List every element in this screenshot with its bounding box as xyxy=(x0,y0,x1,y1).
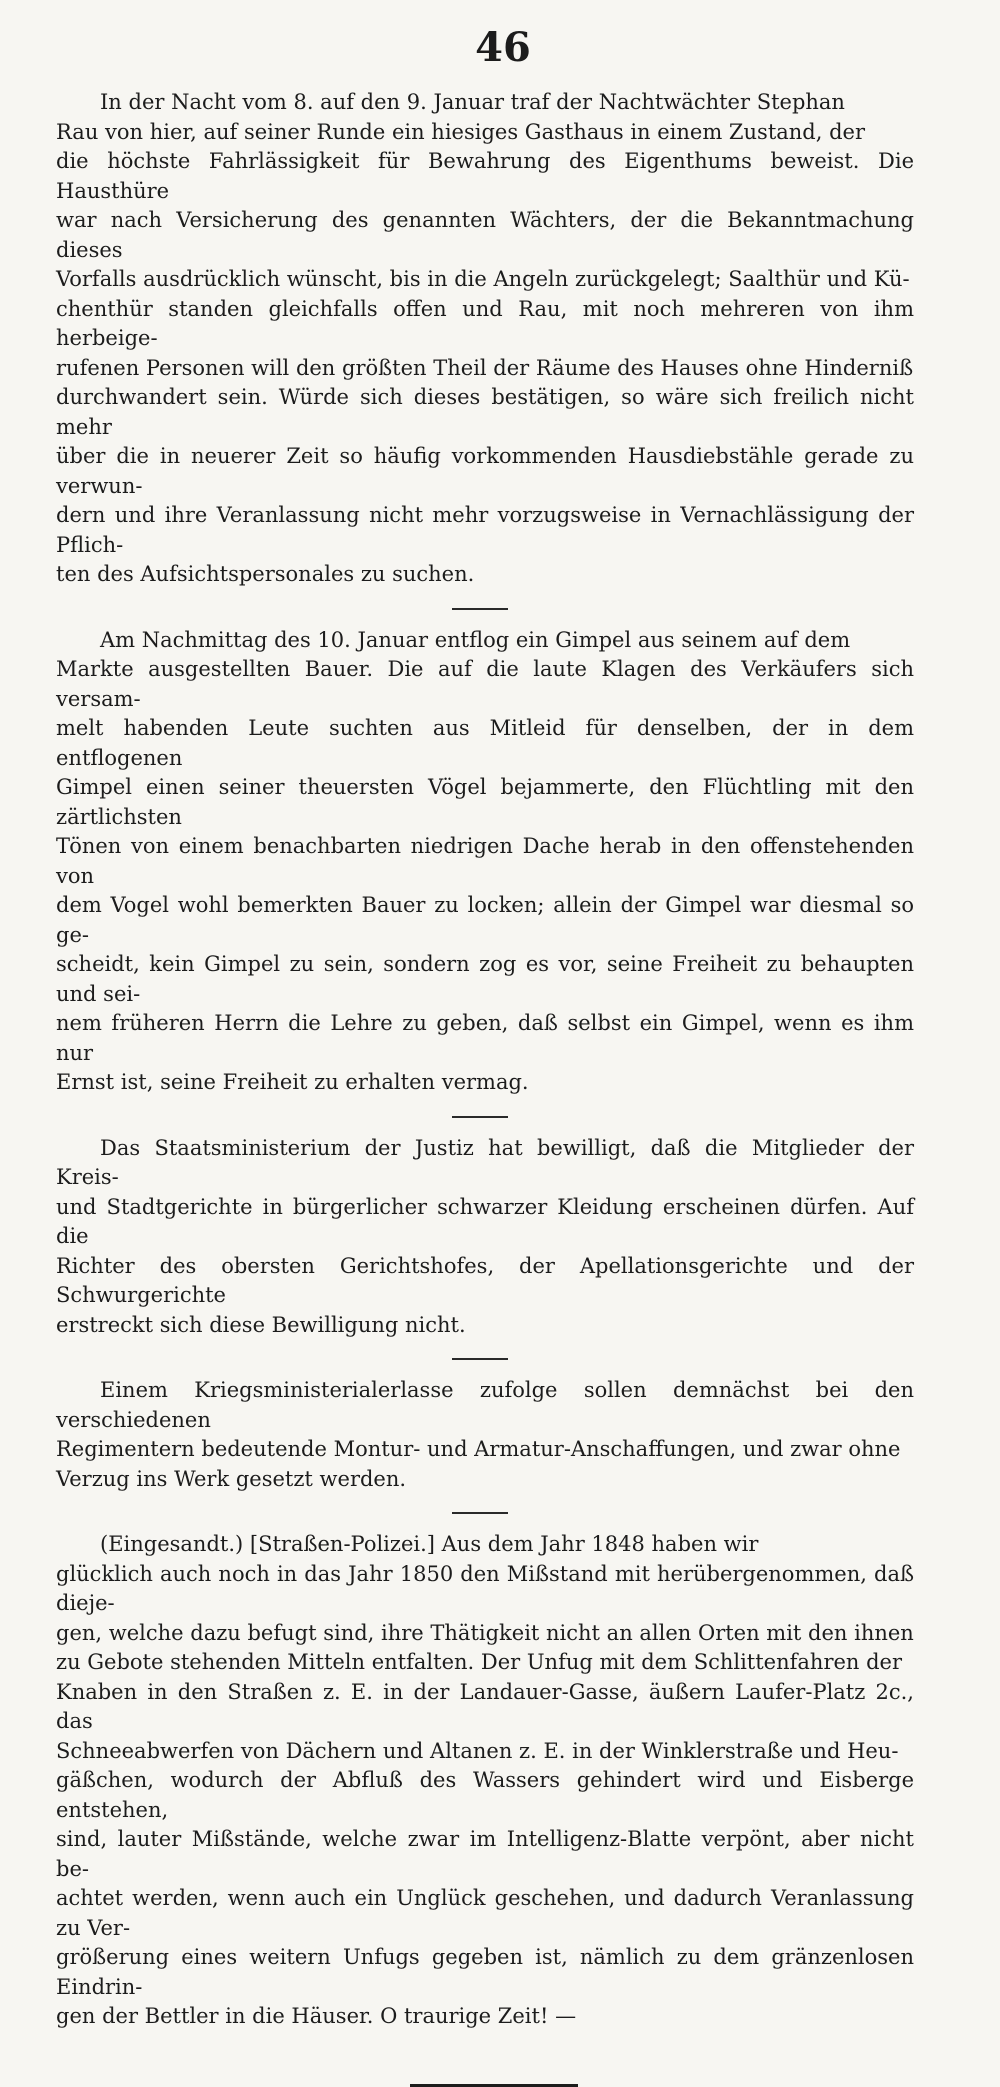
text-line: Schneeabwerfen von Dächern und Altanen z. E. in der Winklerstraße und Heu- xyxy=(56,1738,899,1763)
text-line: Am Nachmittag des 10. Januar entflog ein Gimpel aus seinem auf dem xyxy=(100,627,851,652)
text-line: war nach Versicherung des genannten Wächters, der die Bekanntmachung dieses xyxy=(56,208,914,262)
text-line: (Eingesandt.) [Straßen-Polizei.] Aus dem Jahr 1848 haben wir xyxy=(100,1532,759,1556)
text-line: Tönen von einem benachbarten niedrigen Dache herab in den offenstehenden von xyxy=(56,834,914,888)
section-divider xyxy=(452,1116,508,1118)
text-line: ten des Aufsichtspersonales zu suchen. xyxy=(56,562,475,586)
article-street-police xyxy=(56,1530,914,2032)
text-line: Gimpel einen seiner theuersten Vögel bejammerte, den Flüchtling mit den zärtlichsten xyxy=(56,775,914,829)
text-line: Einem Kriegsministerialerlasse zufolge sollen demnächst bei den verschiedenen xyxy=(56,1378,914,1432)
text-line: Regimentern bedeutende Montur- und Armatur-Anschaffungen, und zwar ohne xyxy=(56,1437,901,1461)
article-war-ministry xyxy=(56,1376,914,1494)
page-number: 46 xyxy=(475,24,531,71)
text-line: Ernst ist, seine Freiheit zu erhalten vermag. xyxy=(56,1070,529,1094)
text-line: dem Vogel wohl bemerkten Bauer zu locken; allein der Gimpel war diesmal so ge- xyxy=(56,893,914,947)
text-line: Knaben in den Straßen z. E. in der Landauer-Gasse, äußern Laufer-Platz 2c., das xyxy=(56,1679,914,1733)
text-line: die höchste Fahrlässigkeit für Bewahrung des Eigenthums beweist. Die Hausthüre xyxy=(56,149,914,203)
text-line: Verzug ins Werk gesetzt werden. xyxy=(56,1466,407,1491)
text-line: über die in neuerer Zeit so häufig vorkommenden Hausdiebstähle gerade zu verwun- xyxy=(56,444,914,498)
section-divider xyxy=(452,608,508,610)
text-line: durchwandert sein. Würde sich dieses bestätigen, so wäre sich freilich nicht mehr xyxy=(56,385,914,439)
section-divider xyxy=(452,1358,508,1360)
text-line: nem früheren Herrn die Lehre zu geben, daß selbst ein Gimpel, wenn es ihm nur xyxy=(56,1011,914,1065)
text-line: dern und ihre Veranlassung nicht mehr vorzugsweise in Vernachlässigung der Pflich- xyxy=(56,503,914,557)
article-night-watchman xyxy=(56,88,914,590)
text-line: zu Gebote stehenden Mitteln entfalten. Der Unfug mit dem Schlittenfahren der xyxy=(56,1650,903,1674)
text-line: In der Nacht vom 8. auf den 9. Januar traf der Nachtwächter Stephan xyxy=(100,90,845,114)
end-rule xyxy=(410,2084,578,2087)
article-justice-ministry xyxy=(56,1134,914,1341)
text-line: chenthür standen gleichfalls offen und Rau, mit noch mehreren von ihm herbeige- xyxy=(56,296,914,350)
text-line: Markte ausgestellten Bauer. Die auf die laute Klagen des Verkäufers sich versam- xyxy=(56,657,914,711)
section-divider xyxy=(452,1512,508,1514)
text-line: sind, lauter Mißstände, welche zwar im Intelligenz-Blatte verpönt, aber nicht be- xyxy=(56,1827,914,1881)
text-line: und Stadtgerichte in bürgerlicher schwarzer Kleidung erscheinen dürfen. Auf die xyxy=(56,1194,914,1248)
text-line: achtet werden, wenn auch ein Unglück geschehen, und dadurch Veranlassung zu Ver- xyxy=(56,1886,914,1940)
text-line: erstreckt sich diese Bewilligung nicht. xyxy=(56,1312,466,1337)
article-bullfinch xyxy=(56,626,914,1098)
text-line: Rau von hier, auf seiner Runde ein hiesiges Gasthaus in einem Zustand, der xyxy=(56,119,866,144)
text-line: rufenen Personen will den größten Theil der Räume des Hauses ohne Hinderniß xyxy=(56,355,914,380)
text-line: scheidt, kein Gimpel zu sein, sondern zog es vor, seine Freiheit zu behaupten und sei- xyxy=(56,952,914,1006)
text-line: Vorfalls ausdrücklich wünscht, bis in die Angeln zurückgelegt; Saalthür und Kü- xyxy=(56,267,910,291)
text-line: gäßchen, wodurch der Abfluß des Wassers gehindert wird und Eisberge entstehen, xyxy=(56,1768,914,1822)
text-line: glücklich auch noch in das Jahr 1850 den Mißstand mit herübergenommen, daß dieje- xyxy=(56,1561,914,1615)
text-line: Das Staatsministerium der Justiz hat bewilligt, daß die Mitglieder der Kreis- xyxy=(56,1135,914,1189)
text-line: gen, welche dazu befugt sind, ihre Thätigkeit nicht an allen Orten mit den ihnen xyxy=(56,1620,914,1645)
text-line: Richter des obersten Gerichtshofes, der Apellationsgerichte und der Schwurgerichte xyxy=(56,1253,914,1307)
text-line: melt habenden Leute suchten aus Mitleid für denselben, der in dem entflogenen xyxy=(56,716,914,770)
text-line: gen der Bettler in die Häuser. O traurige Zeit! — xyxy=(56,2004,577,2028)
text-line: größerung eines weitern Unfugs gegeben ist, nämlich zu dem gränzenlosen Eindrin- xyxy=(56,1945,914,1999)
